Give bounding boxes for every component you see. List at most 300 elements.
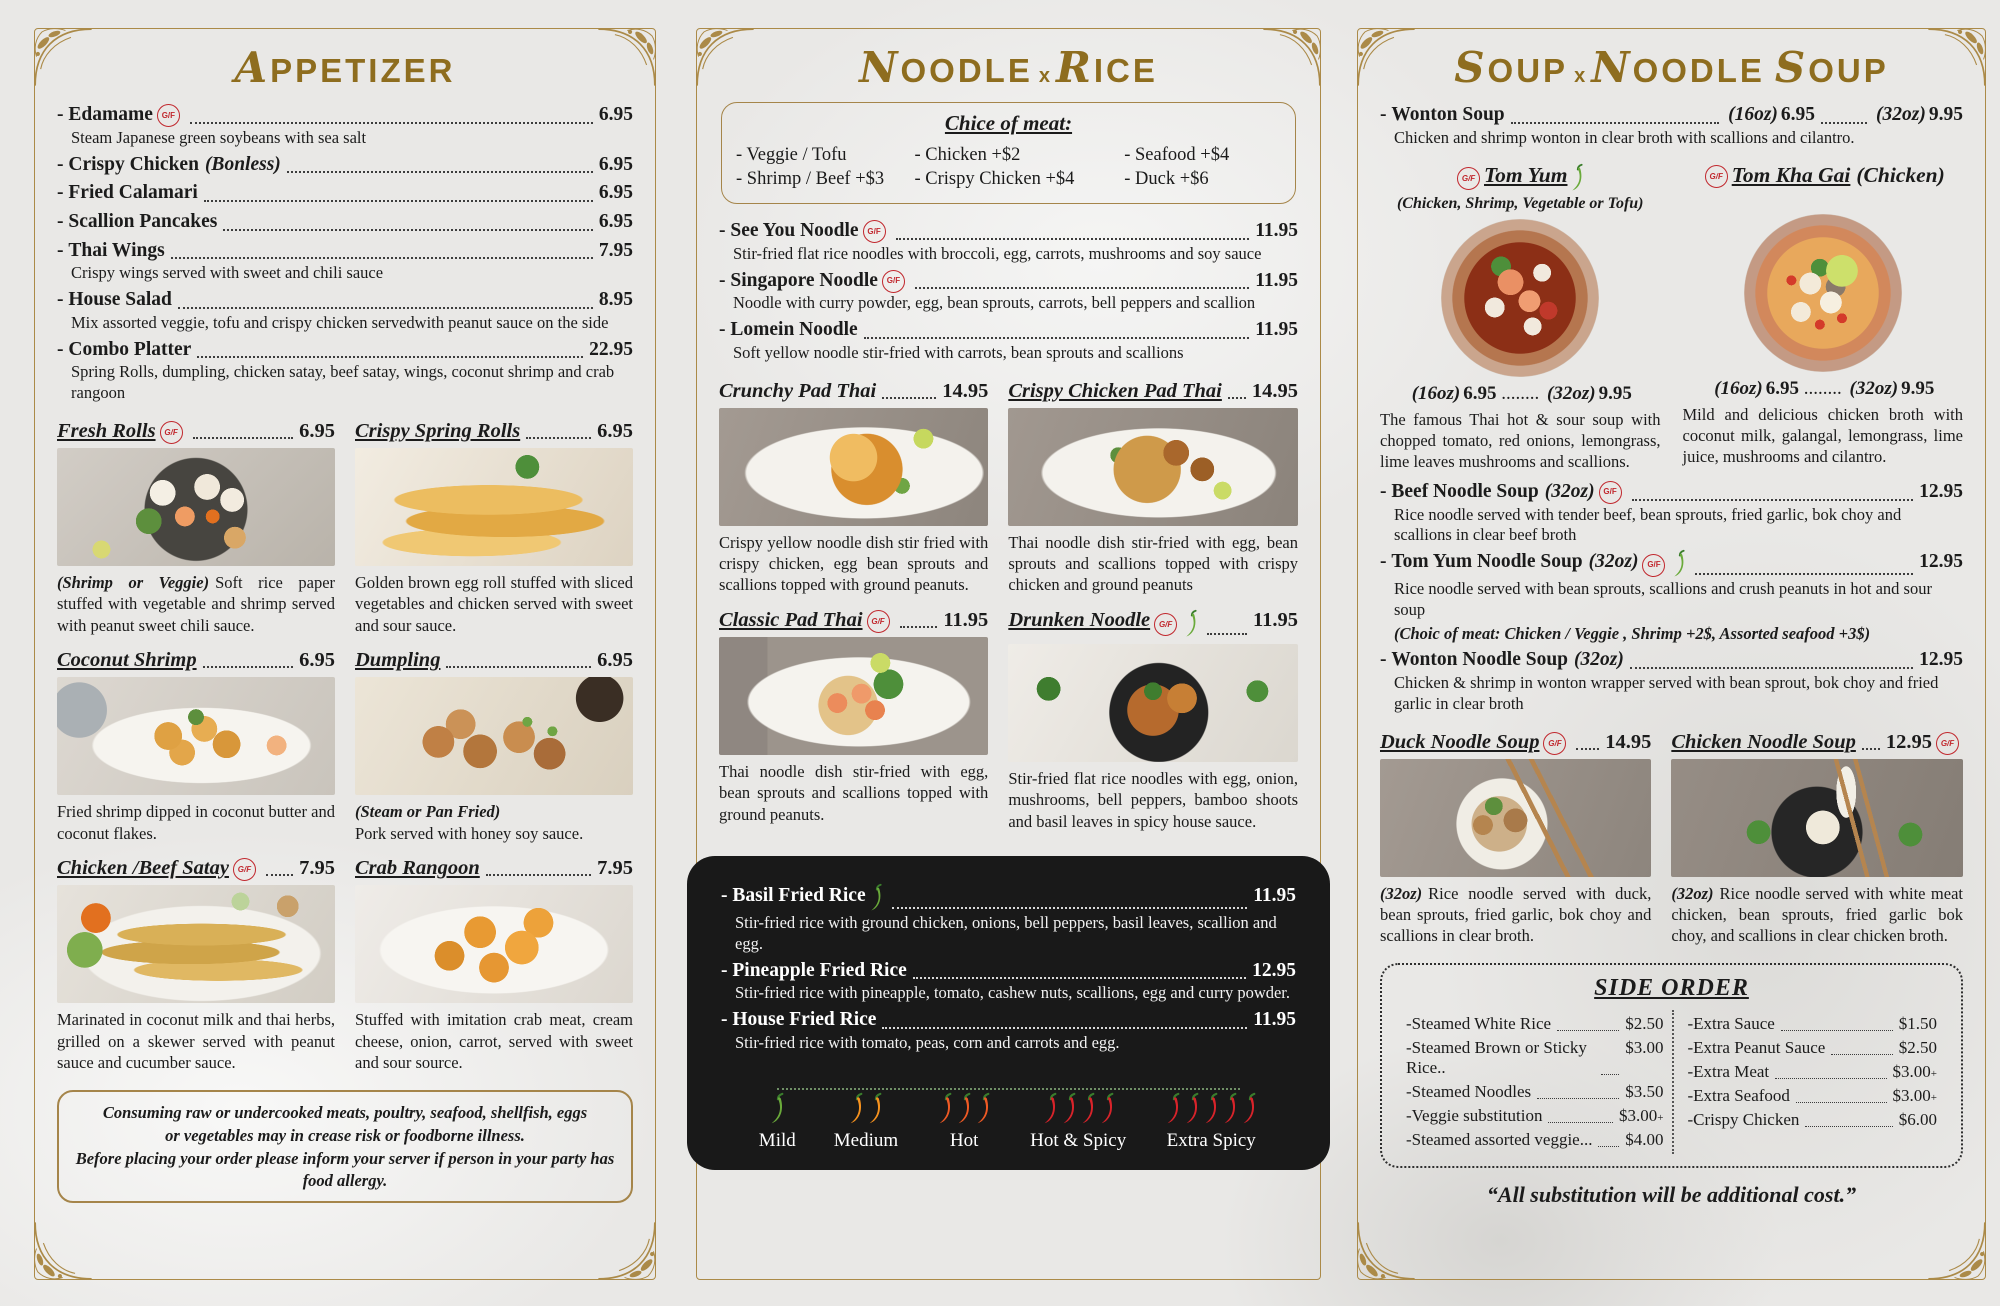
dish-name: Crispy Spring Rolls	[355, 420, 521, 443]
menu-item	[721, 1007, 1296, 1033]
dish-description	[719, 532, 988, 596]
dish-name: Dumpling	[355, 649, 441, 672]
menu-item	[57, 238, 633, 264]
dotted-leader	[1598, 1146, 1619, 1147]
side-order-row	[1406, 1082, 1664, 1102]
dish-card-drunken-noodle	[1008, 609, 1298, 832]
side-price: $6.00	[1898, 1109, 1937, 1129]
dish-description	[57, 801, 335, 844]
dish-price: 6.95	[1463, 382, 1497, 404]
side-price: $3.00	[1892, 1085, 1931, 1105]
dish-description-text: Stir-fried flat rice noodles with egg, onion, mushrooms, bell peppers, bamboo shoots and basil leaves in spicy house sauce.	[1008, 768, 1298, 831]
dish-description-text: Stuffed with imitation crab meat, cream cheese, onion, carrot, served with sweet and sour source.	[355, 1010, 633, 1073]
dotted-leader	[1207, 633, 1247, 635]
side-price: $3.00	[1619, 1105, 1658, 1125]
side-order-row	[1406, 1130, 1664, 1150]
item-name: - Tom Yum Noodle Soup	[1391, 551, 1583, 573]
corner-ornament-icon	[31, 1221, 93, 1283]
dish-name: Crab Rangoon	[355, 857, 480, 880]
dotted-leader	[1548, 1122, 1613, 1123]
fried-rice-box	[687, 856, 1330, 1170]
noodle-list	[719, 218, 1298, 364]
spice-level-mild	[759, 1092, 796, 1152]
dotted-leader	[913, 977, 1246, 979]
side-label: -Steamed White Rice	[1406, 1013, 1552, 1033]
item-description: Soft yellow noodle stir-fried with carrots, bean sprouts and scallions	[733, 342, 1184, 362]
dish-photo	[719, 637, 988, 755]
item-name: - Basil Fried Rice	[732, 885, 866, 907]
appetizer-panel	[34, 28, 656, 1280]
item-description: Chicken & shrimp in wonton wrapper served with bean sprout, bok choy and fried garlic in clear broth	[1394, 673, 1939, 713]
dotted-leader	[287, 171, 593, 173]
side-label: -Extra Sauce	[1687, 1013, 1775, 1033]
dotted-leader	[1781, 1030, 1893, 1031]
item-description: Rice noodle served with tender beef, bean sprouts, fried garlic, bok choy and scallions in clear beef broth	[1394, 504, 1902, 545]
mild-chili-icon	[869, 883, 883, 913]
dish-price: 14.95	[1251, 379, 1298, 402]
choice-column	[914, 142, 1118, 193]
title-word: SOUP	[1454, 43, 1569, 92]
dotted-leader	[486, 874, 591, 876]
dotted-leader	[864, 337, 1250, 339]
dish-description-text: Thai noodle dish stir-fried with egg, bean sprouts and scallions topped with ground peanuts.	[719, 761, 989, 824]
dish-card-crab-rangoon	[355, 857, 633, 1073]
menu-item	[1380, 549, 1963, 579]
dish-card-satay	[57, 857, 335, 1073]
chili-icons	[936, 1092, 992, 1126]
corner-ornament-icon	[1354, 1221, 1416, 1283]
item-name: - Thai Wings	[68, 239, 165, 261]
spice-label: Hot & Spicy	[1030, 1129, 1127, 1151]
dish-photo	[57, 448, 335, 566]
side-label: -Extra Seafood	[1687, 1085, 1790, 1105]
noodle-photo-cards	[719, 380, 1298, 833]
gluten-free-icon: G/F	[1457, 167, 1480, 190]
item-price: 6.95	[598, 182, 633, 204]
dish-name: Tom Kha Gai	[1731, 162, 1851, 187]
disclaimer-line: Before placing your order please inform your server if person in your party has food allergy.	[75, 1149, 615, 1190]
gluten-free-icon: G/F	[1642, 554, 1665, 577]
card-header	[355, 649, 633, 672]
meat-option: - Chicken +$2	[914, 145, 1021, 165]
side-order-row: -Extra Meat $3.00 +	[1687, 1061, 1937, 1081]
dish-description	[355, 801, 633, 844]
menu-item-wonton-soup	[1380, 102, 1963, 128]
side-order-row	[1688, 1038, 1938, 1058]
meat-option: - Crispy Chicken +$4	[914, 169, 1075, 189]
dotted-leader	[178, 307, 593, 309]
item-name: - House Salad	[68, 289, 172, 311]
soup-photo-cards	[1380, 731, 1963, 947]
title-word: SOUP	[1774, 43, 1889, 92]
size-label: (32oz)	[1671, 883, 1714, 903]
dish-photo	[57, 677, 335, 795]
mild-chili-icon	[769, 1092, 785, 1126]
spice-level-hot	[936, 1092, 992, 1152]
dish-card-classic-pad-thai	[719, 609, 988, 832]
dish-description-text: Fried shrimp dipped in coconut butter and coconut flakes.	[57, 802, 335, 843]
side-price: $3.00	[1625, 1037, 1664, 1057]
side-order-table	[1398, 1010, 1945, 1154]
dish-description-text: Thai noodle dish stir-fried with egg, bean sprouts and scallions topped with crispy chicken and ground peanuts	[1008, 532, 1298, 595]
side-order-row	[1406, 1014, 1664, 1034]
price-separator: ........	[1799, 377, 1847, 399]
gluten-free-icon: G/F	[1705, 165, 1728, 188]
item-description: Stir-fried flat rice noodles with broccoli, egg, carrots, mushrooms and soy sauce	[733, 243, 1262, 263]
dotted-leader	[915, 287, 1249, 289]
dish-photo	[1008, 644, 1298, 762]
side-label: -Steamed Noodles	[1406, 1081, 1532, 1101]
red-chili-icon	[1203, 1092, 1219, 1126]
item-price: 9.95	[1928, 104, 1963, 125]
dish-description	[1671, 883, 1963, 947]
card-header	[355, 420, 633, 443]
dotted-leader	[882, 1027, 1247, 1029]
dish-price: 9.95	[1901, 377, 1935, 399]
menu-item	[57, 209, 633, 235]
dish-card-crispy-spring-rolls	[355, 420, 633, 636]
menu-item	[57, 102, 633, 128]
red-chili-icon	[1099, 1092, 1115, 1126]
item-name: - Pineapple Fried Rice	[732, 959, 907, 981]
title-word: x	[1574, 65, 1586, 87]
dish-description	[355, 572, 633, 636]
item-name: - See You Noodle	[730, 220, 859, 241]
section-title-soup	[1380, 43, 1963, 92]
chili-icons	[847, 1092, 884, 1126]
dotted-leader	[900, 626, 938, 628]
size-label: (32oz)	[1544, 480, 1595, 502]
dotted-leader	[1695, 573, 1913, 575]
item-description: Chicken and shrimp wonton in clear broth with scallions and cilantro.	[1394, 127, 1855, 147]
spice-label: Mild	[758, 1129, 796, 1151]
item-name: - Edamame	[68, 104, 153, 125]
side-price: $3.00	[1892, 1061, 1931, 1081]
item-name: - Lomein Noodle	[730, 319, 858, 341]
title-word: NOODLE	[1591, 43, 1765, 92]
dish-price: 9.95	[1598, 382, 1632, 404]
noodle-rice-panel	[696, 28, 1321, 1280]
dish-card-crispy-chicken-pad-thai	[1008, 380, 1298, 596]
dish-card-chicken-noodle-soup	[1671, 731, 1963, 947]
item-price: 6.95	[598, 104, 633, 125]
card-header	[355, 857, 633, 880]
dotted-leader	[1537, 1098, 1619, 1099]
corner-ornament-icon	[1927, 1221, 1989, 1283]
spice-level-extra-spicy	[1164, 1092, 1258, 1152]
card-header	[1671, 731, 1963, 754]
dish-card-fresh-rolls	[57, 420, 335, 636]
card-header	[57, 857, 335, 880]
dish-price: 6.95	[299, 649, 335, 672]
meat-option: - Duck +$6	[1124, 169, 1209, 189]
dotted-leader	[1796, 1102, 1887, 1103]
dish-price: 12.95	[1885, 730, 1932, 753]
dish-description	[1008, 532, 1298, 596]
choice-of-meat-box	[721, 102, 1296, 204]
dish-price: 6.95	[597, 420, 633, 443]
chili-icons	[768, 1092, 786, 1126]
dish-price: 6.95	[597, 649, 633, 672]
item-name: - Beef Noodle Soup	[1391, 480, 1539, 502]
card-header	[57, 420, 335, 443]
dish-card-duck-noodle-soup	[1380, 731, 1651, 947]
menu-item	[1380, 647, 1963, 673]
mild-chili-icon	[1570, 163, 1584, 193]
choice-column	[736, 142, 908, 193]
meat-option: - Veggie / Tofu	[736, 145, 847, 165]
dotted-leader	[1511, 122, 1719, 124]
size-label: (32oz)	[1574, 649, 1624, 671]
dish-price: 14.95	[1605, 730, 1652, 753]
side-price: $3.50	[1625, 1081, 1664, 1101]
side-label: -Steamed Brown or Sticky Rice..	[1406, 1037, 1587, 1077]
gluten-free-icon: G/F	[157, 104, 180, 127]
side-label: -Steamed assorted veggie...	[1406, 1129, 1593, 1149]
dotted-leader	[197, 356, 583, 358]
item-price: 12.95	[1919, 480, 1963, 502]
spice-level-legend	[721, 1084, 1296, 1152]
dotted-leader	[1557, 1030, 1619, 1031]
disclaimer-line: Consuming raw or undercooked meats, poultry, seafood, shellfish, eggs	[102, 1102, 588, 1122]
item-price: 22.95	[589, 338, 633, 360]
side-order-row	[1688, 1014, 1938, 1034]
gluten-free-icon: G/F	[1599, 481, 1622, 504]
dotted-leader	[1831, 1054, 1892, 1055]
item-description: Stir-fried rice with ground chicken, onions, bell peppers, basil leaves, scallion and egg.	[735, 913, 1277, 953]
dish-description	[57, 572, 335, 636]
size-label: (16oz)	[1728, 104, 1778, 125]
dish-name: Duck Noodle Soup	[1380, 730, 1540, 753]
choice-of-meat-options	[736, 142, 1281, 193]
item-price: 11.95	[1253, 1009, 1296, 1031]
dish-name: Fresh Rolls	[57, 420, 156, 443]
spice-level-medium	[834, 1092, 898, 1152]
allergy-disclaimer	[57, 1090, 633, 1204]
dish-prices	[1380, 383, 1661, 405]
dish-price: 6.95	[1765, 377, 1799, 399]
disclaimer-line: or vegetables may in crease risk or foodborne illness.	[165, 1125, 525, 1145]
dish-description	[1008, 768, 1298, 832]
featured-soup-tom-kha-gai	[1683, 163, 1964, 473]
item-price: 12.95	[1252, 959, 1296, 981]
item-price: 11.95	[1255, 269, 1298, 291]
dish-photo	[355, 677, 633, 795]
item-note: (Bonless)	[204, 153, 281, 175]
card-header	[57, 649, 335, 672]
item-description: Stir-fried rice with tomato, peas, corn and carrots and egg.	[735, 1032, 1120, 1052]
dotted-leader	[223, 229, 593, 231]
gluten-free-icon: G/F	[882, 270, 905, 293]
gluten-free-icon: G/F	[863, 220, 886, 243]
dotted-leader	[1805, 1126, 1892, 1127]
item-price: 8.95	[598, 289, 633, 311]
item-description: Crispy wings served with sweet and chili sauce	[71, 263, 384, 283]
dish-description-text: Golden brown egg roll stuffed with sliced vegetables and chicken served with sweet and sour sauce.	[355, 573, 633, 635]
side-order-row: -Veggie substitution $3.00 +	[1406, 1105, 1664, 1125]
dotted-leader	[1821, 122, 1867, 124]
menu-item	[721, 883, 1296, 913]
item-name: - Fried Calamari	[68, 182, 198, 204]
item-name: - Scallion Pancakes	[68, 210, 218, 232]
item-name: - Singapore Noodle	[730, 269, 878, 291]
choice-of-meat-title: Chice of meat:	[944, 111, 1073, 135]
choice-of-meat-note: (Choic of meat: Chicken / Veggie , Shrimp +2$, Assorted seafood +3$)	[1394, 623, 1871, 643]
dish-description-text: Rice noodle served with white meat chicken, bean sprouts, fried garlic bok choy, and scallions in clear chicken broth.	[1671, 883, 1963, 946]
menu-item	[57, 152, 633, 178]
size-label: (32oz)	[1849, 377, 1899, 399]
side-order-row	[1406, 1038, 1664, 1078]
dotted-leader	[204, 200, 593, 202]
dish-price: 7.95	[597, 857, 633, 880]
dish-description	[1380, 883, 1651, 947]
red-chili-icon	[1080, 1092, 1096, 1126]
red-chili-icon	[1184, 1092, 1200, 1126]
featured-soup-tom-yum	[1380, 163, 1661, 473]
item-description: Mix assorted veggie, tofu and crispy chicken servedwith peanut sauce on the side	[71, 312, 609, 332]
dotted-leader	[171, 257, 593, 259]
choice-column	[1124, 142, 1281, 193]
side-order-row: -Extra Seafood $3.00 +	[1687, 1085, 1937, 1105]
dotted-leader	[882, 397, 936, 399]
menu-item	[719, 317, 1298, 343]
dish-description-text: Rice noodle served with duck, bean sprouts, fried garlic, bok choy and scallions in clear broth.	[1380, 883, 1652, 946]
side-price: $2.50	[1898, 1037, 1937, 1057]
section-title-noodle-rice	[719, 43, 1298, 92]
dish-name: Chicken Noodle Soup	[1671, 730, 1856, 753]
item-price: 12.95	[1919, 551, 1963, 573]
dotted-leader	[203, 666, 294, 668]
title-word: NOODLE	[859, 43, 1033, 92]
spice-level-hot-spicy	[1030, 1092, 1126, 1152]
red-chili-icon	[1165, 1092, 1181, 1126]
dish-description: The famous Thai hot & sour soup with chopped tomato, red onions, lemongrass, lime leaves mushrooms and scallions.	[1380, 409, 1661, 472]
chili-icons	[1041, 1092, 1116, 1126]
side-label: -Extra Peanut Sauce	[1687, 1037, 1826, 1057]
menu-item	[57, 287, 633, 313]
item-name: - Wonton Soup	[1391, 104, 1505, 125]
section-title-appetizer	[57, 43, 633, 92]
dish-description: Mild and delicious chicken broth with coconut milk, galangal, lemongrass, lime juice, mushrooms and cilantro.	[1682, 404, 1963, 467]
side-price: $2.50	[1625, 1013, 1664, 1033]
dish-option-note: (Chicken)	[1856, 162, 1945, 187]
gluten-free-icon: G/F	[867, 610, 890, 633]
menu-item	[721, 958, 1296, 984]
card-header	[1380, 731, 1651, 754]
dish-name: Classic Pad Thai	[719, 608, 863, 631]
red-chili-icon	[1042, 1092, 1058, 1126]
hot-chili-icon	[975, 1092, 991, 1126]
item-name: - Combo Platter	[68, 338, 192, 360]
item-name: - Crispy Chicken	[68, 153, 199, 175]
item-price: 12.95	[1919, 649, 1963, 671]
item-description: Spring Rolls, dumpling, chicken satay, beef satay, wings, coconut shrimp and crab rangoon	[71, 362, 615, 403]
red-chili-icon	[1061, 1092, 1077, 1126]
side-order-box	[1380, 963, 1963, 1168]
dish-description-text: Crispy yellow noodle dish stir fried with crispy chicken, egg bean sprouts and scallions topped with ground peanuts.	[719, 532, 989, 595]
dish-prices	[1683, 378, 1964, 400]
side-label: -Extra Meat	[1687, 1061, 1770, 1081]
hot-chili-icon	[937, 1092, 953, 1126]
dish-photo	[1008, 408, 1298, 526]
dish-description-text: Soft rice paper stuffed with vegetable and shrimp served with peanut sweet chili sauce.	[57, 573, 336, 635]
side-label: -Veggie substitution	[1406, 1105, 1543, 1125]
dotted-leader	[193, 437, 294, 439]
dotted-leader	[1630, 667, 1913, 669]
size-label: (32oz)	[1588, 551, 1639, 573]
item-name: - House Fried Rice	[732, 1009, 877, 1031]
card-header	[1008, 609, 1298, 639]
dotted-leader	[892, 907, 1248, 909]
dish-photo	[355, 885, 633, 1003]
title-word: RICE	[1055, 43, 1158, 92]
menu-item	[57, 180, 633, 206]
dish-price: 14.95	[942, 379, 989, 402]
substitution-note: “All substitution will be additional cost.”	[1486, 1181, 1857, 1207]
featured-soups	[1380, 163, 1963, 473]
menu-item	[1380, 479, 1963, 505]
gluten-free-icon: G/F	[160, 421, 183, 444]
chili-icons	[1164, 1092, 1258, 1126]
dish-description	[355, 1009, 633, 1073]
mild-chili-icon	[1672, 549, 1686, 579]
dish-photo	[719, 408, 988, 526]
item-name: - Wonton Noodle Soup	[1391, 649, 1569, 671]
item-price: 6.95	[598, 210, 633, 232]
side-price: $1.50	[1898, 1013, 1937, 1033]
gluten-free-icon: G/F	[1936, 732, 1959, 755]
gluten-free-icon: G/F	[1154, 613, 1177, 636]
hot-chili-icon	[956, 1092, 972, 1126]
card-header	[719, 609, 988, 632]
dotted-leader	[896, 238, 1250, 240]
dish-card-coconut-shrimp	[57, 649, 335, 844]
dish-photo	[1441, 219, 1599, 377]
meat-option: - Shrimp / Beef +$3	[736, 169, 885, 189]
featured-header	[1683, 163, 1964, 188]
item-price: 11.95	[1255, 220, 1298, 241]
item-description: Steam Japanese green soybeans with sea salt	[71, 127, 367, 147]
corner-ornament-icon	[597, 1221, 659, 1283]
soup-panel	[1357, 28, 1986, 1280]
dotted-leader	[1228, 397, 1246, 399]
menu-item	[719, 218, 1298, 244]
side-price: $4.00	[1625, 1129, 1664, 1149]
menu-item	[719, 268, 1298, 294]
item-price: 7.95	[598, 239, 633, 261]
dish-price: 11.95	[943, 608, 989, 631]
dotted-leader	[446, 666, 591, 668]
dish-description	[57, 1009, 335, 1073]
item-price: 6.95	[598, 153, 633, 175]
title-word: x	[1038, 65, 1050, 87]
medium-chili-icon	[848, 1092, 864, 1126]
spice-label: Medium	[833, 1129, 899, 1151]
gluten-free-icon: G/F	[233, 858, 256, 881]
spice-label: Extra Spicy	[1166, 1129, 1256, 1151]
dish-name: Crunchy Pad Thai	[719, 379, 877, 402]
size-label: (16oz)	[1714, 377, 1763, 399]
menu-item	[57, 337, 633, 363]
dish-card-dumpling	[355, 649, 633, 844]
side-order-row	[1688, 1110, 1938, 1130]
dish-price: 11.95	[1253, 608, 1298, 631]
size-label: (16oz)	[1411, 382, 1461, 404]
dish-photo	[1744, 214, 1902, 372]
dish-card-crunchy-pad-thai	[719, 380, 988, 596]
meat-option: - Seafood +$4	[1124, 145, 1230, 165]
side-order-title: SIDE ORDER	[1594, 974, 1749, 1001]
